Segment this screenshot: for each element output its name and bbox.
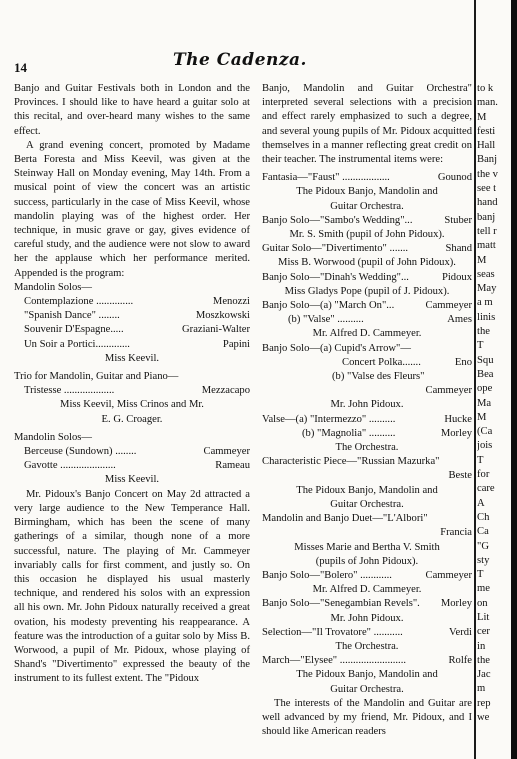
program-item: Banjo Solo—"Sambo's Wedding"... Stuber xyxy=(262,214,472,226)
cutoff-line: matt xyxy=(477,240,496,252)
cutoff-line: in xyxy=(477,640,486,652)
cutoff-line: Hall xyxy=(477,140,496,152)
performer: Misses Marie and Bertha V. Smith xyxy=(294,541,440,553)
cutoff-line: ope xyxy=(477,383,493,395)
cutoff-line: A xyxy=(477,497,485,509)
paragraph: Mr. Pidoux's Banjo Concert on May 2d attracted a very large audience to the New Temperance Hall. Birmingham, which has been the scene of many gatherings of a similar, though none of a more successful, nature. The playing of Mr. Cammeyer invariably calls for first comment, and justly so. On this occasion he displayed his usual masterly technique, and rendered his solos with an expression all his own. Mr. John Pidoux naturally received a great ovation, his modesty preventing his reappearance. A feature was the introduction of a guitar solo by Miss B. Worwood, a pupil of Mr. Pidoux, whose playing of Shand's "Divertimento" expressed the beauty of the instrument to its fullest extent. The "Pidoux xyxy=(14,488,250,685)
cutoff-line: me xyxy=(477,583,490,595)
performer: The Pidoux Banjo, Mandolin and xyxy=(296,484,438,496)
performer: The Pidoux Banjo, Mandolin and xyxy=(296,669,438,681)
program-item: Un Soir a Portici............. Papini xyxy=(24,338,250,350)
program-item: Souvenir D'Espagne..... Graziani-Walter xyxy=(24,324,250,336)
program-heading: Mandolin Solos— xyxy=(14,281,92,293)
composer: Beste xyxy=(448,470,472,482)
performer: Miss B. Worwood (pupil of John Pidoux). xyxy=(278,257,456,269)
program-item: Contemplazione .............. Menozzi xyxy=(24,296,250,308)
cutoff-line: the xyxy=(477,654,490,666)
page-edge xyxy=(511,0,517,759)
performer: The Pidoux Banjo, Mandolin and xyxy=(296,186,438,198)
performer: Guitar Orchestra. xyxy=(330,200,404,212)
cutoff-line: the v xyxy=(477,168,498,180)
cutoff-line: M xyxy=(477,254,487,266)
cutoff-line: Ca xyxy=(477,526,489,538)
performer: Miss Keevil. xyxy=(104,474,160,486)
cutoff-line: festi xyxy=(477,125,496,137)
middle-column xyxy=(262,82,472,739)
program-item: Concert Polka....... Eno xyxy=(342,356,472,368)
program-item: Mandolin and Banjo Duet—"L'Albori" xyxy=(262,513,428,525)
left-column xyxy=(14,82,250,687)
cutoff-line: see t xyxy=(477,183,497,195)
cutoff-line: linis xyxy=(477,311,496,323)
program-item: Guitar Solo—"Divertimento" ....... Shand xyxy=(262,243,472,255)
cutoff-line: man. xyxy=(477,97,498,109)
cutoff-line: Jac xyxy=(477,669,491,681)
cutoff-line: Squ xyxy=(477,354,494,366)
program-item: Tristesse ................... Mezzacapo xyxy=(24,385,250,397)
cutoff-line: for xyxy=(477,469,490,481)
program-item: Gavotte ..................... Rameau xyxy=(24,460,250,472)
performer: Miss Gladys Pope (pupil of J. Pidoux). xyxy=(284,285,450,297)
program-item: Characteristic Piece—"Russian Mazurka" xyxy=(262,456,440,468)
performer: Miss Keevil. xyxy=(104,352,160,364)
performer: Guitar Orchestra. xyxy=(330,683,404,695)
program-heading: Mandolin Solos— xyxy=(14,431,92,443)
cutoff-line: jois xyxy=(477,440,493,452)
page-number: 14 xyxy=(14,60,27,75)
program-item: (b) "Valse des Fleurs" xyxy=(332,371,425,383)
performer: Miss Keevil, Miss Crinos and Mr. xyxy=(60,399,204,411)
program-list xyxy=(14,384,250,398)
program-item: Selection—"Il Trovatore" ........... Verdi xyxy=(262,626,472,638)
performer: Mr. John Pidoux. xyxy=(330,612,404,624)
performer: Mr. Alfred D. Cammeyer. xyxy=(312,584,422,596)
program-list xyxy=(14,445,250,473)
program-item: March—"Elysee" ......................... Rolfe xyxy=(262,655,472,667)
program-item: Banjo Solo—(a) Cupid's Arrow"— xyxy=(262,342,411,354)
column-gutter-shadow xyxy=(474,0,476,759)
cutoff-line: "G xyxy=(477,540,489,552)
program-item: (b) "Valse" .......... Ames xyxy=(288,314,472,326)
performer: Guitar Orchestra. xyxy=(330,498,404,510)
cutoff-line: the xyxy=(477,326,490,338)
masthead-title: The Cadenza. xyxy=(173,50,307,70)
program-item: Banjo Solo—"Dinah's Wedding"... Pidoux xyxy=(262,271,472,283)
paragraph: Banjo, Mandolin and Guitar Orchestra" interpreted several selections with a precision and effect rarely emphasized to such a degree, and several young pupils of Mr. Pidoux acquitted themselves in a manner reflecting great credit on their teacher. The instrumental items were: xyxy=(262,83,472,166)
cutoff-line: a m xyxy=(477,297,493,309)
program-item: "Spanish Dance" ........ Moszkowski xyxy=(24,310,250,322)
cutoff-line: seas xyxy=(477,268,495,280)
program-item: Valse—(a) "Intermezzo" .......... Hucke xyxy=(262,413,472,425)
cutoff-line: May xyxy=(477,283,497,295)
paragraph: The interests of the Mandolin and Guitar are well advanced by my friend, Mr. Pidoux, and I should like American readers xyxy=(262,697,472,738)
cutoff-line: rep xyxy=(477,697,491,709)
cutoff-line: T xyxy=(477,340,484,352)
cutoff-line: m xyxy=(477,683,486,695)
cutoff-line: sty xyxy=(477,554,490,566)
performer: E. G. Croager. xyxy=(101,413,163,425)
program-item: (b) "Magnolia" .......... Morley xyxy=(302,427,472,439)
program-item: Berceuse (Sundown) ........ Cammeyer xyxy=(24,446,250,458)
cutoff-line: to k xyxy=(477,83,494,94)
performer: Mr. John Pidoux. xyxy=(330,399,404,411)
program-item: Banjo Solo—"Senegambian Revels". Morley xyxy=(262,598,472,610)
performer: Mr. S. Smith (pupil of John Pidoux). xyxy=(289,229,445,241)
performer: (pupils of John Pidoux). xyxy=(315,555,419,567)
cutoff-line: Banj xyxy=(477,154,498,166)
cutoff-line: hand xyxy=(477,197,498,209)
composer: Francia xyxy=(440,527,472,539)
performer: Mr. Alfred D. Cammeyer. xyxy=(312,328,422,340)
cutoff-line: tell r xyxy=(477,225,497,237)
paragraph: Banjo and Guitar Festivals both in London and the Provinces. I should like to have heard a guitar solo at this recital, and over-heard many wishes to the same effect. xyxy=(14,83,250,137)
composer: Cammeyer xyxy=(425,385,472,397)
cutoff-line: cer xyxy=(477,626,490,638)
cutoff-line: M xyxy=(477,411,487,423)
cutoff-line: T xyxy=(477,569,484,581)
cutoff-line: M xyxy=(477,111,487,123)
cutoff-line: Ch xyxy=(477,511,490,523)
cutoff-line: we xyxy=(477,712,490,724)
cutoff-line: (Ca xyxy=(477,426,493,438)
cutoff-line: care xyxy=(477,483,495,495)
program-item: Banjo Solo—"Bolero" ............ Cammeyer xyxy=(262,569,472,581)
paragraph: A grand evening concert, promoted by Madame Berta Foresta and Miss Keevil, was given at the Steinway Hall on Monday evening, May 14th. From a musical point of view the concert was an artistic success, particularly in the case of Miss Keevil, whose mandolin playing was of the highest order. Her technique, in music grave or gay, gives evidence of careful study, and the audience were not slow to award her the applause which her performance merited. Appended is the program: xyxy=(14,139,250,279)
performer: The Orchestra. xyxy=(335,442,399,454)
program-heading: Trio for Mandolin, Guitar and Piano— xyxy=(14,371,179,383)
program-item: Fantasia—"Faust" .................. Gounod xyxy=(262,172,472,184)
cutoff-line: banj xyxy=(477,211,496,223)
cutoff-line: on xyxy=(477,597,488,609)
performer: The Orchestra. xyxy=(335,640,399,652)
cutoff-line: Lit xyxy=(477,611,490,623)
cutoff-line: T xyxy=(477,454,484,466)
cutoff-line: Bea xyxy=(477,368,494,380)
program-list xyxy=(14,295,250,352)
program-item: Banjo Solo—(a) "March On"... Cammeyer xyxy=(262,300,472,312)
cutoff-line: Ma xyxy=(477,397,492,409)
